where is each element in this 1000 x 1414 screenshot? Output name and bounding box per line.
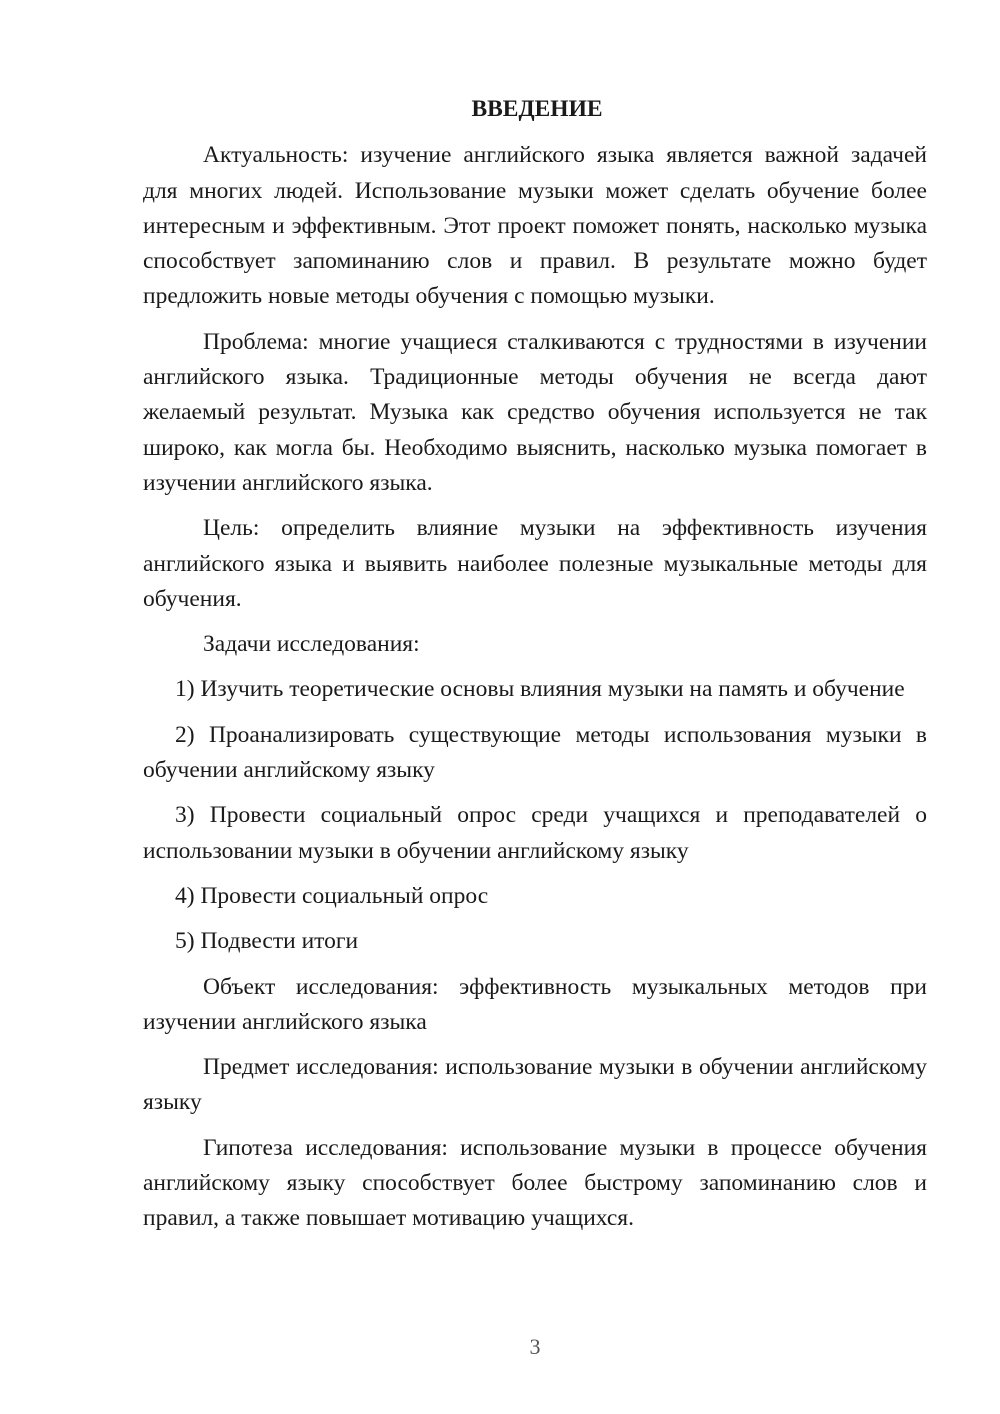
document-body [143, 92, 927, 1237]
problem-paragraph: Проблема: многие учащиеся сталкиваются с трудностями в изучении английского языка. Традиционные методы обучения не всегда дают желаемый результат. Музыка как средство обучения используется не так широко, как могла бы. Необходимо выяснить, насколько музыка помогает в изучении английского языка. [143, 328, 927, 496]
task-item-5: 5) Подвести итоги [175, 928, 359, 955]
subject-paragraph: Предмет исследования: использование музыки в обучении английскому языку [143, 1054, 927, 1116]
page-title: ВВЕДЕНИЕ [471, 96, 603, 122]
relevance-paragraph: Актуальность: изучение английского языка является важной задачей для многих людей. Использование музыки может сделать обучение более интересным и эффективным. Этот проект поможет понять, насколько музыка способствует запоминанию слов и правил. В результате можно будет предложить новые методы обучения с помощью музыки. [143, 142, 927, 310]
page-number: 3 [529, 1334, 541, 1359]
task-item-2: 2) Проанализировать существующие методы использования музыки в обучении английскому языку [143, 721, 927, 784]
task-item-3: 3) Провести социальный опрос среди учащихся и преподавателей о использовании музыки в обучении английскому языку [143, 802, 927, 864]
object-paragraph: Объект исследования: эффективность музыкальных методов при изучении английского языка [143, 973, 927, 1035]
hypothesis-paragraph: Гипотеза исследования: использование музыки в процессе обучения английскому языку способствует более быстрому запоминанию слов и правил, а также повышает мотивацию учащихся. [143, 1134, 927, 1232]
tasks-heading: Задачи исследования: [203, 631, 420, 658]
task-item-4: 4) Провести социальный опрос [175, 882, 489, 909]
goal-paragraph: Цель: определить влияние музыки на эффективность изучения английского языка и выявить наиболее полезные музыкальные методы для обучения. [143, 515, 927, 612]
task-item-1: 1) Изучить теоретические основы влияния музыки на память и обучение [175, 676, 905, 703]
